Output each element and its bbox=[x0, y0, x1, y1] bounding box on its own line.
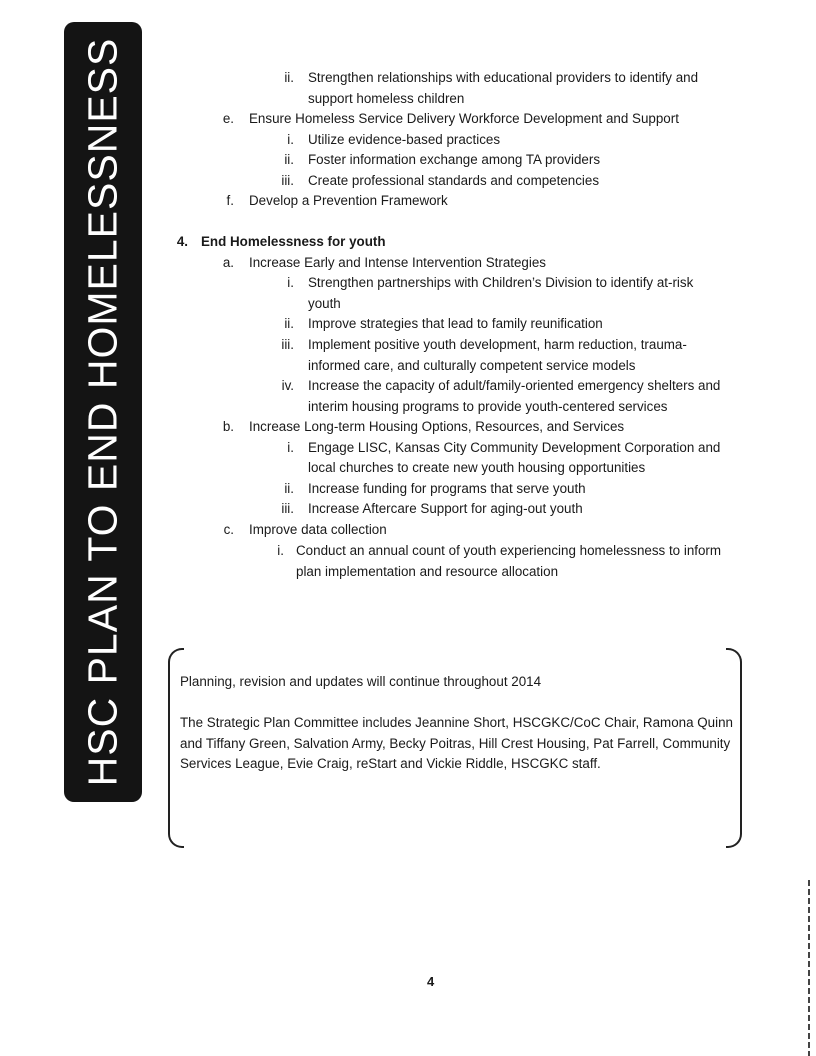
list-text: interim housing programs to provide youth-centered services bbox=[308, 399, 668, 414]
list-marker: iii. bbox=[281, 501, 294, 516]
list-marker: i. bbox=[277, 543, 284, 558]
list-text: Improve strategies that lead to family reunification bbox=[308, 316, 603, 331]
list-text: Utilize evidence-based practices bbox=[308, 132, 501, 147]
list-marker: e. bbox=[222, 111, 234, 126]
list-text: Ensure Homeless Service Delivery Workforce Development and Support bbox=[249, 111, 679, 126]
list-text: Strengthen relationships with educational providers to identify and bbox=[308, 70, 699, 85]
list-marker: i. bbox=[287, 275, 294, 290]
list-text: Develop a Prevention Framework bbox=[249, 193, 448, 208]
page-number: 4 bbox=[427, 974, 435, 989]
list-text: Increase funding for programs that serve youth bbox=[308, 481, 586, 496]
list-text: Engage LISC, Kansas City Community Development Corporation and bbox=[308, 440, 721, 455]
list-text: Increase Early and Intense Intervention Strategies bbox=[249, 255, 547, 270]
list-marker: iii. bbox=[281, 337, 294, 352]
list-marker: iv. bbox=[281, 378, 294, 393]
list-marker: ii. bbox=[284, 152, 294, 167]
list-text: Improve data collection bbox=[249, 522, 387, 537]
list-text: Increase the capacity of adult/family-oriented emergency shelters and bbox=[308, 378, 721, 393]
committee-line: and Tiffany Green, Salvation Army, Becky Poitras, Hill Crest Housing, Pat Farrell, Community bbox=[180, 736, 731, 751]
list-text: End Homelessness for youth bbox=[201, 234, 386, 249]
list-text: Foster information exchange among TA providers bbox=[308, 152, 601, 167]
list-marker: f. bbox=[226, 193, 234, 208]
list-text: Increase Aftercare Support for aging-out youth bbox=[308, 501, 583, 516]
list-text: local churches to create new youth housing opportunities bbox=[308, 460, 646, 475]
side-title: HSC PLAN TO END HOMELESSNESS bbox=[79, 37, 126, 787]
list-marker: b. bbox=[222, 419, 234, 434]
list-marker: ii. bbox=[284, 70, 294, 85]
committee-line: Services League, Evie Craig, reStart and Vickie Riddle, HSCGKC staff. bbox=[180, 756, 601, 771]
planning-note: Planning, revision and updates will continue throughout 2014 bbox=[180, 674, 542, 689]
list-text: Conduct an annual count of youth experiencing homelessness to inform bbox=[296, 543, 722, 558]
list-marker: ii. bbox=[284, 316, 294, 331]
committee-line: The Strategic Plan Committee includes Jeannine Short, HSCGKC/CoC Chair, Ramona Quinn bbox=[180, 715, 733, 730]
list-text: Implement positive youth development, harm reduction, trauma- bbox=[308, 337, 687, 352]
list-text: Strengthen partnerships with Children’s Division to identify at-risk bbox=[308, 275, 694, 290]
list-marker: a. bbox=[222, 255, 234, 270]
list-text: Create professional standards and competencies bbox=[308, 173, 600, 188]
list-marker: ii. bbox=[284, 481, 294, 496]
list-marker: c. bbox=[223, 522, 234, 537]
list-marker: i. bbox=[287, 132, 294, 147]
list-text: informed care, and culturally competent service models bbox=[308, 358, 636, 373]
list-text: youth bbox=[308, 296, 341, 311]
list-text: plan implementation and resource allocation bbox=[296, 564, 559, 579]
list-marker: iii. bbox=[281, 173, 294, 188]
list-marker: 4. bbox=[176, 234, 188, 249]
list-marker: i. bbox=[287, 440, 294, 455]
list-text: Increase Long-term Housing Options, Resources, and Services bbox=[249, 419, 625, 434]
list-text: support homeless children bbox=[308, 91, 465, 106]
scan-edge-line bbox=[808, 880, 810, 1056]
